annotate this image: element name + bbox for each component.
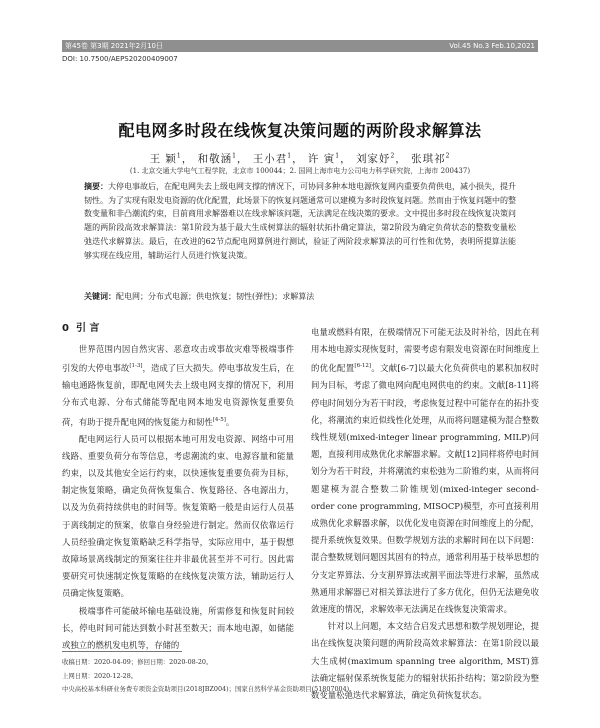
abstract-label: 摘要： xyxy=(84,182,108,191)
keywords-text: 配电网；分布式电源；供电恢复；韧性(弹性)；求解算法 xyxy=(116,292,315,301)
running-header-bar xyxy=(62,40,538,52)
body-column-right xyxy=(311,324,539,704)
citation-ref[interactable]: [6-12] xyxy=(354,363,372,370)
journal-volume-info: Vol.45 No.3 Feb.10,2021 xyxy=(449,42,535,50)
abstract-text: 大停电事故后，在配电网失去上级电网支撑的情况下，可协同多种本地电源恢复网内重要负荷供电，减小损失，提升韧性。为了实现有限发电资源的优化配置，此场景下的恢复问题通常可以建模为多时段恢复问题。然而由于恢复问题中的整数变量和非凸潮流约束，目前商用求解器难以在线求解该问题，无法满足在线决策的要求。文中提出多时段在线恢复决策问题的两阶段高效求解算法：第1阶段为基于最大生成树算法的辐射状拓扑确定算法，第2阶段为确定负荷状态的整数变量松弛迭代求解算法。最后，在改进的62节点配电网算例进行测试，验证了两阶段求解算法的可行性和优势，表明所提算法能够实现在线应用，辅助运行人员进行恢复决策。 xyxy=(84,182,516,260)
section-number: 0 xyxy=(62,323,69,334)
paragraph: 世界范围内因自然灾害、恶意攻击或事故灾难等极端事件引发的大停电事故[1-3]，造成了巨大损失。停电事故发生后，在输电通路恢复前，即配电网失去上级电网支撑的情况下，利用分布式电源、分布式储能等配电网本地发电资源恢复重要负荷，有助于提升配电网的恢复能力和韧性[4-5]。 xyxy=(62,344,295,427)
author-list: 王 颖$^1$， 和敬涵$^1$， 王小君$^1$， 许 寅$^1$， 刘家妤$^2$， 张琪祁$^2$ xyxy=(149,152,451,165)
footnote-line: 上网日期：2020-12-28。 xyxy=(62,671,138,680)
author-name: 王小君 xyxy=(252,153,288,165)
author-affiliation-mark: 2 xyxy=(390,152,396,160)
body-column-left xyxy=(62,341,294,654)
author-affiliation-mark: 1 xyxy=(287,152,293,160)
author-name: 刘家妤 xyxy=(355,153,391,165)
author-affiliation-mark: 1 xyxy=(176,152,182,160)
author-affiliation-mark: 2 xyxy=(445,152,451,160)
paragraph: 电量或燃料有限，在极端情况下可能无法及时补给，因此在利用本地电源实现恢复时，需要考虑有限发电资源在时间维度上的优化配置[6-12]。文献[6-7]以最大化负荷供电的累积加权时间为目标，考虑了微电网向配电网供电的约束。文献[8-11]将停电时间划分为若干时段，考虑恢复过程中可能存在的拓扑变化，将潮流约束近似线性化处理，从而将问题建模为混合整数线性规划(mixed-integer linear programming, MILP)问题，直接利用成熟优化求解器求解。文献[12]同样将停电时间划分为若干时段，并将潮流约束松弛为二阶锥约束，从而将问题建模为混合整数二阶锥规划(mixed-integer second-order cone programming, MISOCP)模型，亦可直接利用成熟优化求解器求解，以优化发电资源在时间维度上的分配，提升系统恢复效果。但数学规划方法的求解时间在以下问题：混合整数规划问题因其固有的特点，通常利用基于枝举思想的分支定界算法、分支割界算法或割平面法等进行求解，虽然成熟通用求解器已对相关算法进行了多方优化，但仍无法避免收敛速度的情况，求解效率无法满足在线恢复决策需求。 xyxy=(311,327,540,615)
doi-link[interactable]: DOI: 10.7500/AEPS20200409007 xyxy=(62,55,178,63)
paragraph: 配电网运行人员可以根据本地可用发电资源、网络中可用线路、重要负荷分布等信息，考虑潮流约束、电源容量和能量约束，以及其他安全运行约束，以快速恢复重要负荷为目标，制定恢复策略，确定负荷恢复集合、恢复路径、各电源出力，以及为负荷持续供电的时间等。恢复策略一般是由运行人员基于离线制定的预案，依靠自身经验进行制定。然而仅依靠运行人员经验确定恢复策略缺乏科学指导，实际应用中，基于假想故障场景离线制定的预案往往并非最优甚至并不可行。因此需要研究可快速制定恢复策略的在线恢复决策方法，辅助运行人员确定恢复策略。 xyxy=(62,433,294,599)
paragraph: 极端事件可能破坏输电基础设施，所需修复和恢复时间较长，停电时间可能达到数小时甚至数天；而本地电源，如储能或独立的燃机发电机等，存储的 xyxy=(62,605,294,651)
citation-ref[interactable]: [4-5] xyxy=(212,416,226,423)
author-name: 和敬涵 xyxy=(197,153,233,165)
author-name: 张琪祁 xyxy=(411,153,446,165)
citation-ref[interactable]: [1-3] xyxy=(129,363,143,370)
journal-issue-info: 第45卷 第3期 2021年2月10日 xyxy=(65,42,163,50)
author-affiliation-mark: 1 xyxy=(232,152,237,160)
abstract xyxy=(84,180,516,262)
author-affiliation: (1. 北京交通大学电气工程学院，北京市 100044；2. 国网上海市电力公司电力科学研究院，上海市 200437) xyxy=(129,167,471,175)
author-affiliation-mark: 1 xyxy=(335,152,341,160)
keywords xyxy=(84,290,516,303)
section-title: 引 言 xyxy=(75,323,100,334)
author-name: 王 颖 xyxy=(149,153,177,165)
footnotes xyxy=(62,656,356,697)
keywords-label: 关键词： xyxy=(84,292,116,301)
author-name: 许 寅 xyxy=(307,153,336,165)
footnote-line: 收稿日期：2020-04-09；修回日期：2020-08-20。 xyxy=(62,658,213,666)
paper-title: 配电网多时段在线恢复决策问题的两阶段求解算法 xyxy=(118,121,482,140)
footnote-divider xyxy=(62,651,182,652)
paragraph: 针对以上问题，本文结合启发式思想和数学规划理论，提出在线恢复决策问题的两阶段高效求解算法：在第1阶段以最大生成树(maximum spanning tree algorithm, MST)算法确定辐射保系统恢复能力的辐射状拓扑结构；第2阶段为整数变量松弛迭代求解算法，确定负荷恢复状态。 xyxy=(311,621,539,701)
section-heading xyxy=(62,319,99,334)
footnote-line: 中央高校基本科研业务费专项资金资助项目(2018JBZ004)；国家自然科学基金资助项目(51807004)。 xyxy=(62,685,356,694)
